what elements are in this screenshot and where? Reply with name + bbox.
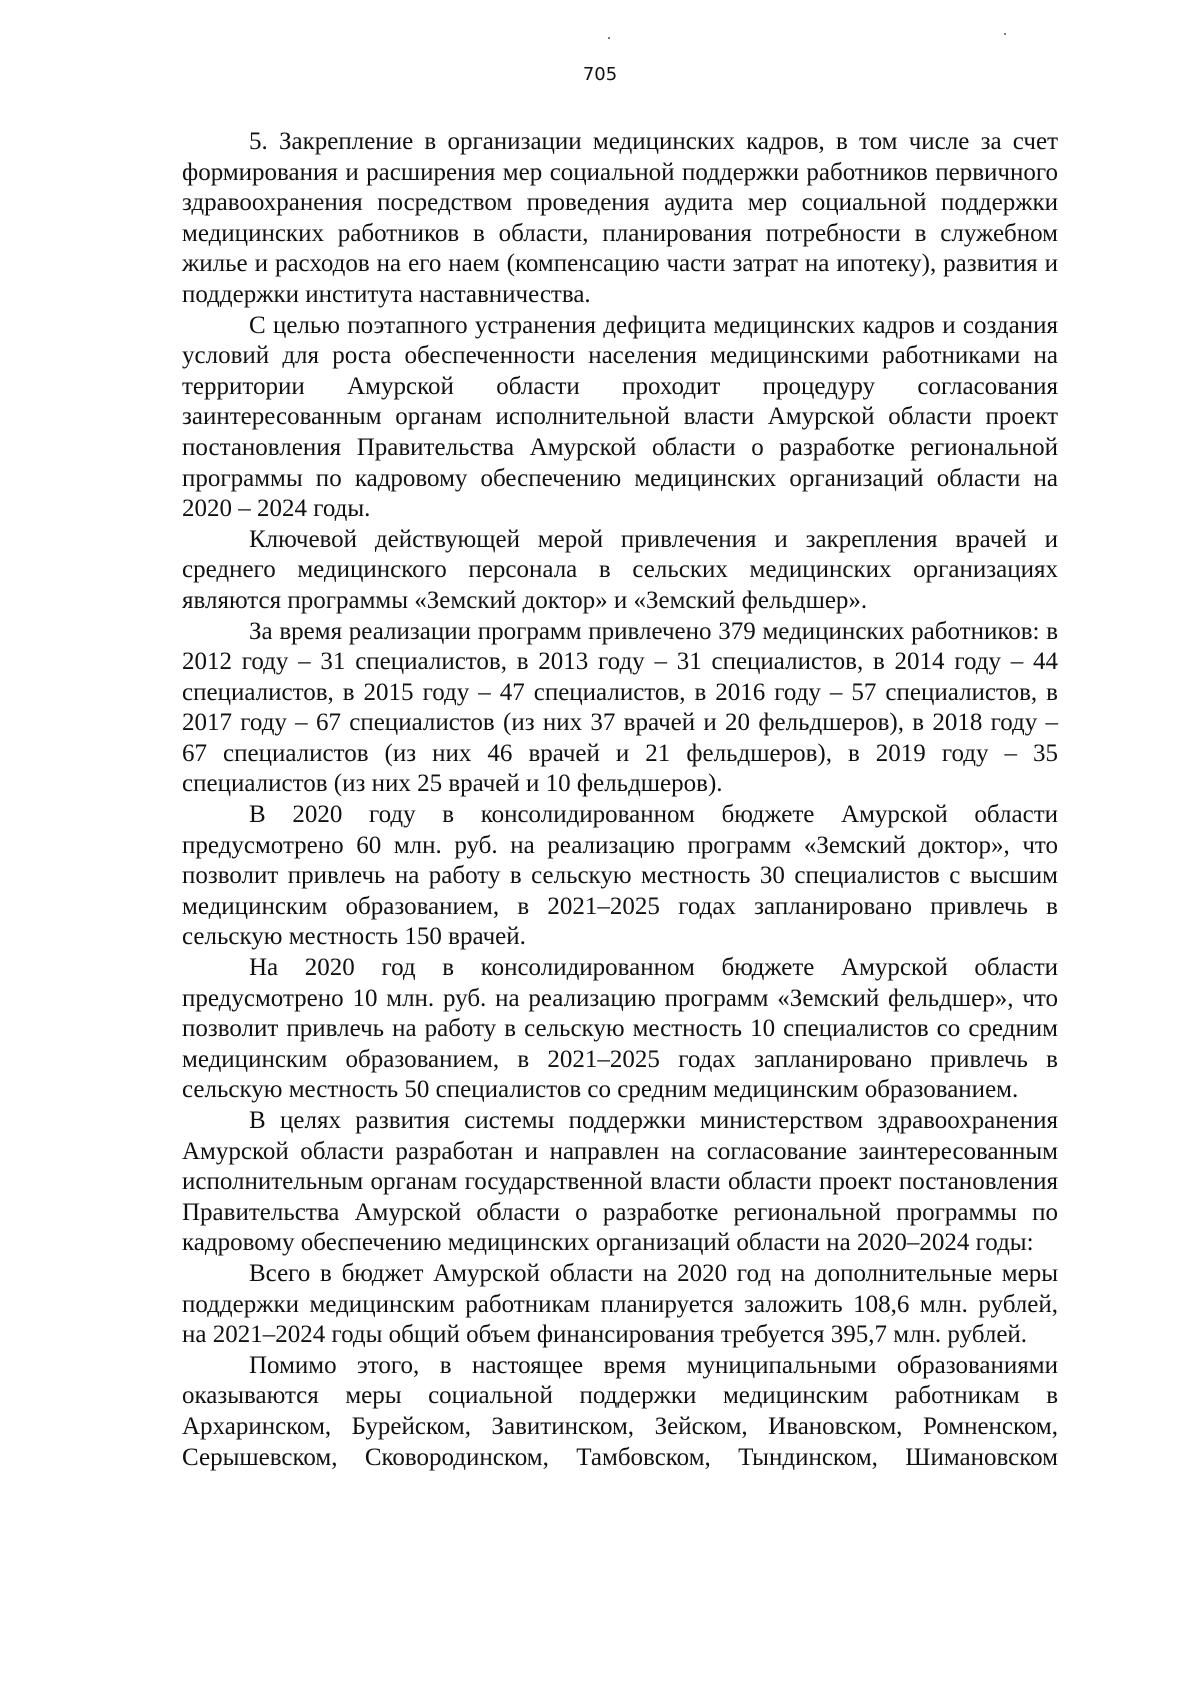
paragraph-8: Всего в бюджет Амурской области на 2020 год на дополнительные меры поддержки медицинским работникам планируется заложить 108,6 млн. рублей, на 2021–2024 годы общий объем финансирования требуется 395,7 млн. рублей. <box>182 1259 1058 1349</box>
paragraph-2: С целью поэтапного устранения дефицита медицинских кадров и создания условий для роста обеспеченности населения медицинскими работниками на территории Амурской области проходит процедуру согласования заинтересованным органам исполнительной власти Амурской области проект постановления Правительства Амурской области о разработке региональной программы по кадровому обеспечению медицинских организаций области на 2020 – 2024 годы. <box>182 311 1058 523</box>
paragraph-6: На 2020 год в консолидированном бюджете Амурской области предусмотрено 10 млн. руб. на реализацию программ «Земский фельдшер», что позволит привлечь на работу в сельскую местность 10 специалистов со средним медицинским образованием, в 2021–2025 годах запланировано привлечь в сельскую местность 50 специалистов со средним медицинским образованием. <box>182 954 1058 1104</box>
paragraph-5: В 2020 году в консолидированном бюджете Амурской области предусмотрено 60 млн. руб. на реализацию программ «Земский доктор», что позволит привлечь на работу в сельскую местность 30 специалистов с высшим медицинским образованием, в 2021–2025 годах запланировано привлечь в сельскую местность 150 врачей. <box>182 801 1058 951</box>
paragraph-4: За время реализации программ привлечено 379 медицинских работников: в 2012 году – 31 специалистов, в 2013 году – 31 специалистов, в 2014 году – 44 специалистов, в 2015 году – 47 специалистов, в 2016 году – 57 специалистов, в 2017 году – 67 специалистов (из них 37 врачей и 20 фельдшеров), в 2018 году – 67 специалистов (из них 46 врачей и 21 фельдшеров), в 2019 году – 35 специалистов (из них 25 врачей и 10 фельдшеров). <box>182 617 1058 798</box>
scan-speck <box>608 37 610 39</box>
paragraph-7: В целях развития системы поддержки министерством здравоохранения Амурской области разработан и направлен на согласование заинтересованным исполнительным органам государственной власти области проект постановления Правительства Амурской области о разработке региональной программы по кадровому обеспечению медицинских организаций области на 2020–2024 годы: <box>182 1107 1058 1257</box>
paragraph-9: Помимо этого, в настоящее время муниципальными образованиями оказываются меры социальной поддержки медицинским работникам в Архаринском, Бурейском, Завитинском, Зейском, Ивановском, Ромненском, Серышевском, Сковородинском, Тамбовском, Тындинском, Шимановском <box>182 1351 1058 1471</box>
document-body <box>182 127 1058 1473</box>
paragraph-1: 5. Закрепление в организации медицинских кадров, в том числе за счет формирования и расширения мер социальной поддержки работников первичного здравоохранения посредством проведения аудита мер социальной поддержки медицинских работников в области, планирования потребности в служебном жилье и расходов на его наем (компенсацию части затрат на ипотеку), развития и поддержки института наставничества. <box>182 128 1058 308</box>
paragraph-3: Ключевой действующей мерой привлечения и закрепления врачей и среднего медицинского персонала в сельских медицинских организациях являются программы «Земский доктор» и «Земский фельдшер». <box>182 525 1058 614</box>
page-number: 705 <box>582 64 618 85</box>
scan-speck <box>1004 33 1006 35</box>
